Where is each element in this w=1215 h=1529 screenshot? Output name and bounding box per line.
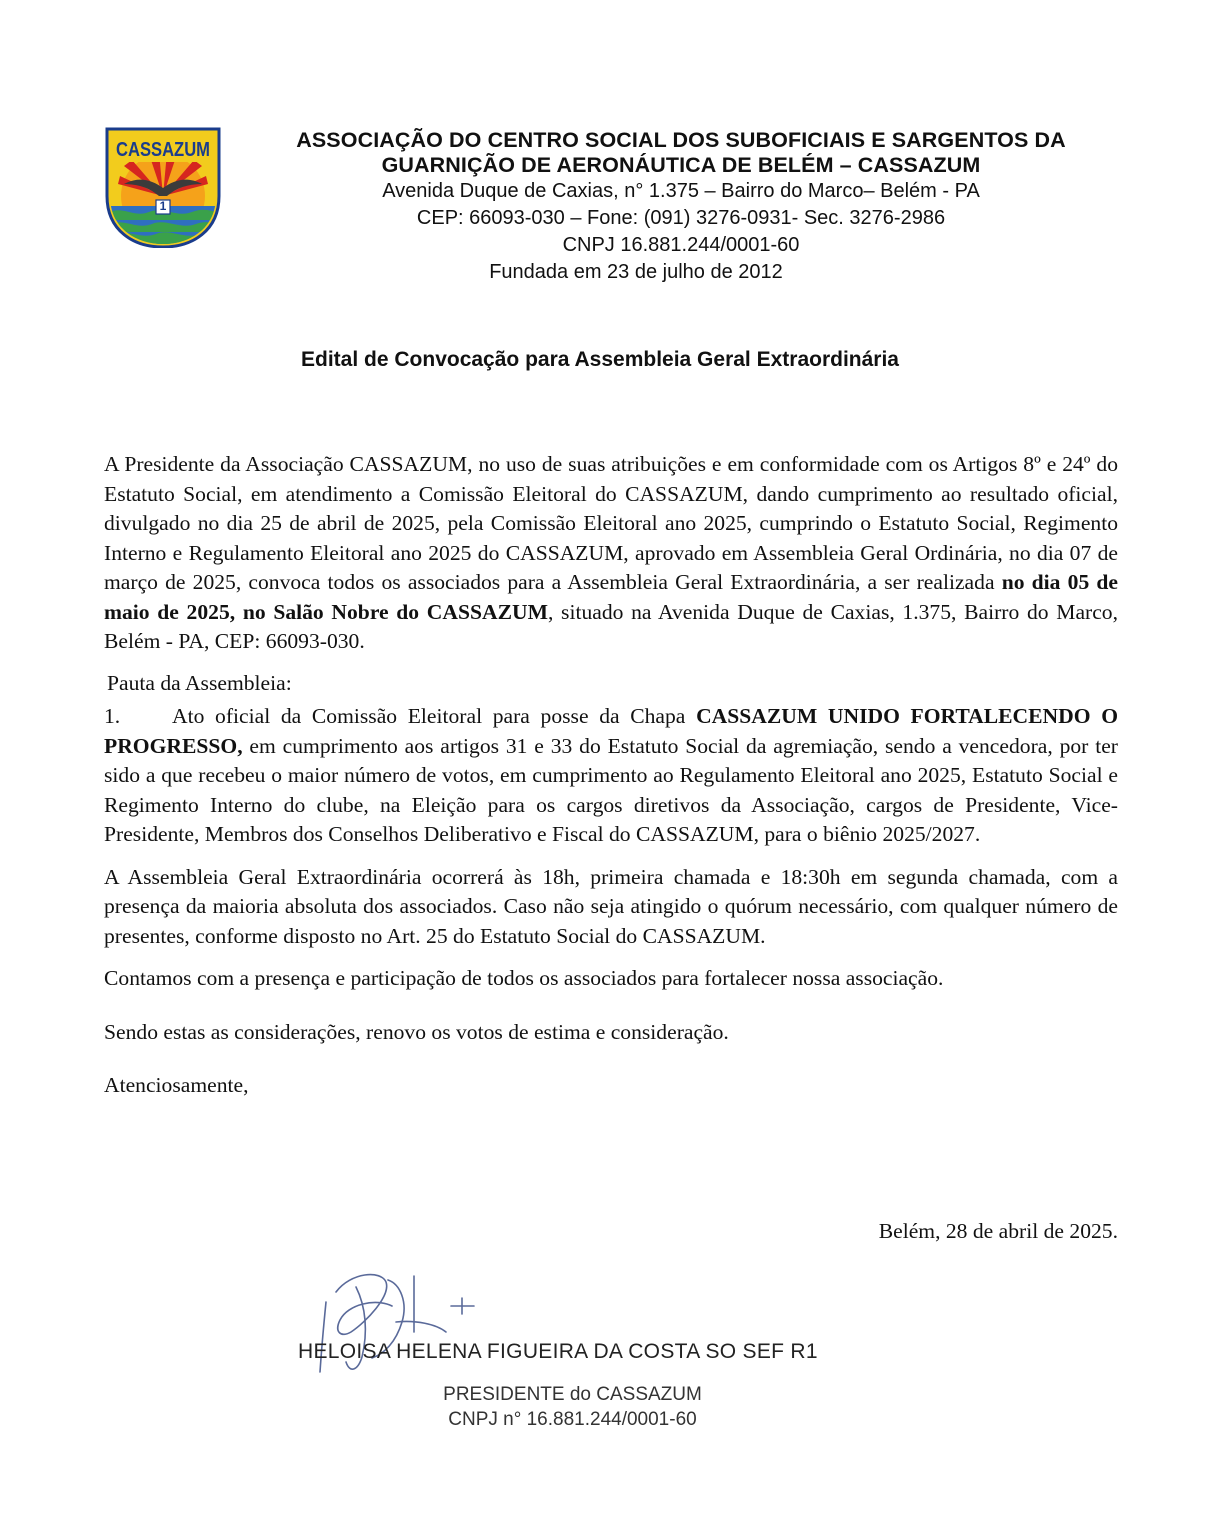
paragraph-participation: Contamos com a presença e participação de todos os associados para fortalecer nossa associação. (104, 966, 944, 990)
org-contact: CEP: 66093-030 – Fone: (091) 3276-0931- Sec. 3276-2986 (416, 207, 946, 229)
convocation-text-2: , situado na Avenida Duque de Caxias, 1.375, Bairro do Marco, Belém - PA, CEP: 66093-030. (104, 599, 1119, 653)
signer-stamp (0, 1382, 1145, 1432)
org-founded: Fundada em 23 de julho de 2012 (489, 261, 783, 283)
document-title: Edital de Convocação para Assembleia Geral Extraordinária (301, 348, 899, 371)
agenda-item-text-2: em cumprimento aos artigos 31 e 33 do Estatuto Social da agremiação, sendo a vencedora, por ter sido a que recebeu o maior número de votos, em cumprimento ao Regulamento Eleitoral ano 2025, Estatuto Social e Regimento Interno do clube, na Eleição para os cargos diretivos da Associação, cargos de Presidente, Vice-Presidente, Membros dos Conselhos Deliberativo e Fiscal do CASSAZUM, para o biênio 2025/2027. (104, 733, 1118, 846)
signer-role: PRESIDENTE do CASSAZUM (443, 1384, 702, 1405)
agenda-item-number: 1. (104, 704, 121, 728)
org-address: Avenida Duque de Caxias, n° 1.375 – Bairro do Marco– Belém - PA (382, 180, 980, 202)
org-name-line1: ASSOCIAÇÃO DO CENTRO SOCIAL DOS SUBOFICIAIS E SARGENTOS DA (296, 128, 1066, 152)
cassazum-logo (104, 126, 222, 248)
paragraph-convocation (104, 450, 1118, 657)
org-cnpj: CNPJ 16.881.244/0001-60 (562, 234, 800, 256)
document-body (104, 450, 1118, 1125)
org-name-line2: GUARNIÇÃO DE AERONÁUTICA DE BELÉM – CASSAZUM (381, 153, 981, 177)
paragraph-considerations: Sendo estas as considerações, renovo os votos de estima e consideração. (104, 1019, 729, 1044)
closing: Atenciosamente, (104, 1073, 249, 1097)
place-date: Belém, 28 de abril de 2025. (878, 1219, 1118, 1243)
convocation-text-1: A Presidente da Associação CASSAZUM, no uso de suas atribuições e em conformidade com os Artigos 8º e 24º do Estatuto Social, em atendimento a Comissão Eleitoral do CASSAZUM, dando cumprimento ao resultado oficial, divulgado no dia 25 de abril de 2025, pela Comissão Eleitoral ano 2025, cumprindo o Estatuto Social, Regimento Interno e Regulamento Eleitoral ano 2025 do CASSAZUM, aprovado em Assembleia Geral Ordinária, no dia 07 de março de 2025, convoca todos os associados para a Assembleia Geral Extraordinária, a ser realizada (104, 452, 1118, 594)
signer-name: HELOISA HELENA FIGUEIRA DA COSTA SO SEF R1 (298, 1340, 818, 1363)
agenda-item (104, 702, 1118, 850)
logo-text: CASSAZUM (116, 139, 210, 161)
agenda-item-slate: CASSAZUM UNIDO FORTALECENDO O PROGRESSO, (104, 704, 1118, 758)
logo-number: 1 (159, 199, 167, 213)
letterhead (236, 128, 1126, 286)
paragraph-sessions: A Assembleia Geral Extraordinária ocorrerá às 18h, primeira chamada e 18:30h em segunda chamada, com a presença da maioria absoluta dos associados. Caso não seja atingido o quórum necessário, com qualquer número de presentes, conforme disposto no Art. 25 do Estatuto Social do CASSAZUM. (104, 864, 1118, 948)
handwritten-signature (296, 1262, 496, 1382)
signer-cnpj: CNPJ n° 16.881.244/0001-60 (448, 1409, 697, 1430)
agenda-label: Pauta da Assembleia: (107, 670, 292, 695)
agenda-item-text-1: Ato oficial da Comissão Eleitoral para posse da Chapa (172, 704, 697, 728)
convocation-date-place: no dia 05 de maio de 2025, no Salão Nobre do CASSAZUM (104, 570, 1118, 624)
